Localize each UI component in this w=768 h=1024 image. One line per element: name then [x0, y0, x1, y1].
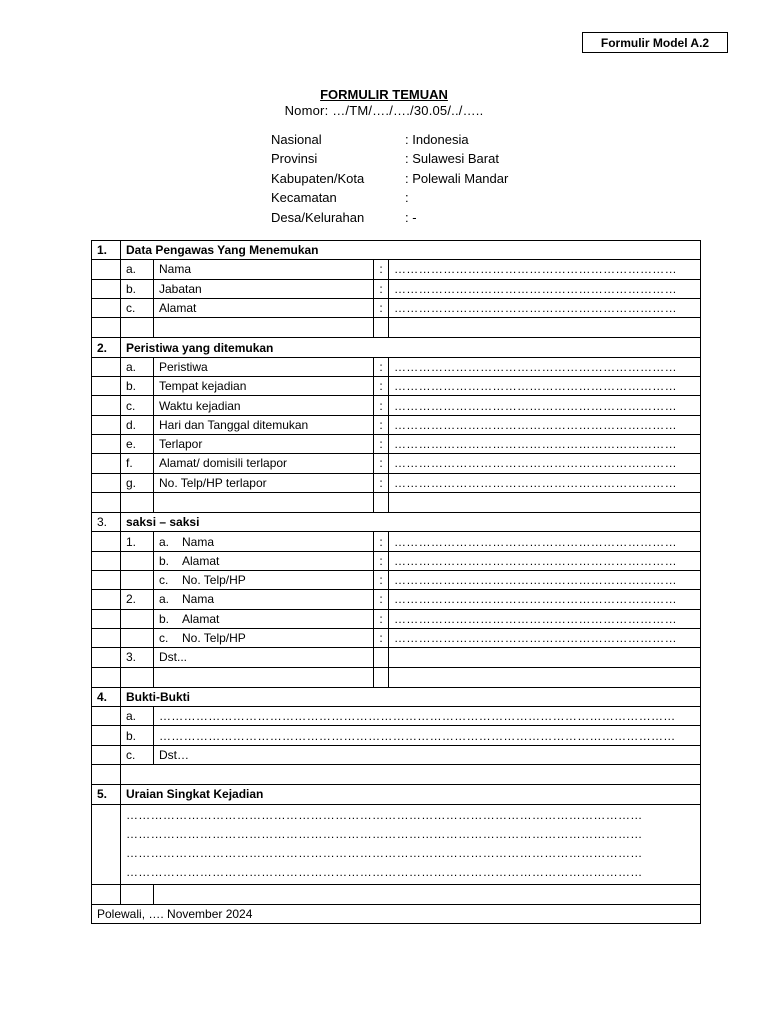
colon-cell: :	[374, 590, 389, 609]
empty-cell	[121, 765, 701, 785]
empty-cell	[92, 551, 121, 570]
empty-cell	[92, 279, 121, 298]
fill-in-field[interactable]: ……………………………………………………………	[389, 396, 701, 415]
section-number: 5.	[92, 785, 121, 804]
table-row	[92, 396, 701, 415]
row-label-text: Alamat	[182, 611, 220, 626]
fill-in-line: ………………………………………………………………………………………………………………	[126, 865, 643, 880]
spacer-row	[92, 667, 701, 687]
colon-cell: :	[374, 434, 389, 453]
info-key: Nasional	[271, 132, 322, 147]
row-letter: c.	[121, 396, 154, 415]
info-key: Desa/Kelurahan	[271, 209, 365, 225]
empty-cell	[389, 492, 701, 512]
row-letter: a.	[121, 260, 154, 279]
table-row	[92, 726, 701, 745]
table-row	[92, 260, 701, 279]
row-label: Hari dan Tanggal ditemukan	[154, 415, 374, 434]
fill-in-field[interactable]: ……………………………………………………………	[389, 298, 701, 317]
fill-in-field[interactable]: ……………………………………………………………	[389, 571, 701, 590]
row-letter: f.	[121, 454, 154, 473]
section-title: saksi – saksi	[121, 513, 701, 532]
spacer-row	[92, 765, 701, 785]
row-letter: b.	[159, 611, 170, 626]
fill-in-field[interactable]: ……………………………………………………………	[389, 357, 701, 376]
row-label: Jabatan	[154, 279, 374, 298]
empty-cell	[92, 609, 121, 628]
info-row-provinsi	[271, 149, 508, 168]
spacer-row	[92, 884, 701, 904]
empty-cell	[92, 396, 121, 415]
row-letter: g.	[121, 473, 154, 492]
section-header-5	[92, 785, 701, 804]
row-letter: c.	[159, 573, 169, 588]
info-row-desa	[271, 208, 508, 227]
empty-cell	[92, 745, 121, 764]
row-label-text: Nama	[182, 592, 215, 607]
table-row	[92, 648, 701, 667]
table-row	[92, 377, 701, 396]
table-row	[92, 415, 701, 434]
empty-cell	[92, 804, 121, 884]
fill-in-field[interactable]: ……………………………………………………………	[389, 628, 701, 647]
table-row	[92, 804, 701, 884]
section-number: 2.	[92, 338, 121, 357]
section-header-2	[92, 338, 701, 357]
table-row	[92, 532, 701, 551]
empty-cell	[92, 590, 121, 609]
table-row	[92, 628, 701, 647]
colon-cell: :	[374, 260, 389, 279]
fill-in-field[interactable]: ……………………………………………………………	[389, 551, 701, 570]
empty-cell	[121, 667, 154, 687]
empty-cell	[374, 648, 389, 667]
row-letter: c.	[121, 298, 154, 317]
empty-cell	[154, 492, 374, 512]
fill-in-field[interactable]: ……………………………………………………………	[389, 279, 701, 298]
row-letter: a.	[121, 357, 154, 376]
fill-in-line: ………………………………………………………………………………………………………………	[126, 846, 643, 861]
colon-cell: :	[374, 377, 389, 396]
info-value: : Polewali Mandar	[405, 170, 509, 186]
section-title: Data Pengawas Yang Menemukan	[121, 241, 701, 260]
table-row	[92, 551, 701, 570]
colon-cell: :	[374, 473, 389, 492]
table-row	[92, 357, 701, 376]
row-letter: a.	[159, 592, 170, 607]
row-label: Waktu kejadian	[154, 396, 374, 415]
colon-cell: :	[374, 551, 389, 570]
row-letter: a.	[121, 707, 154, 726]
table-row	[92, 279, 701, 298]
section-number: 1.	[92, 241, 121, 260]
fill-in-field[interactable]: ……………………………………………………………	[389, 532, 701, 551]
row-label	[154, 532, 374, 551]
row-letter: b.	[121, 279, 154, 298]
row-letter: d.	[121, 415, 154, 434]
info-value: :	[405, 190, 409, 206]
empty-cell	[389, 318, 701, 338]
table-row	[92, 298, 701, 317]
info-value: : -	[405, 209, 417, 225]
empty-cell	[92, 260, 121, 279]
table-row	[92, 707, 701, 726]
empty-cell	[121, 884, 154, 904]
fill-in-field[interactable]: ……………………………………………………………	[389, 454, 701, 473]
table-row	[92, 571, 701, 590]
colon-cell: :	[374, 396, 389, 415]
empty-cell	[374, 318, 389, 338]
section-title: Peristiwa yang ditemukan	[121, 338, 701, 357]
empty-cell	[92, 571, 121, 590]
empty-cell	[92, 415, 121, 434]
empty-cell	[389, 648, 701, 667]
row-label-text: No. Telp/HP	[182, 631, 246, 646]
empty-cell	[92, 667, 121, 687]
fill-in-line: ………………………………………………………………………………………………………………	[126, 826, 643, 841]
row-letter: a.	[159, 534, 170, 549]
info-key: Kecamatan	[271, 190, 337, 206]
fill-in-field[interactable]: ……………………………………………………………	[389, 473, 701, 492]
empty-cell	[92, 532, 121, 551]
section-header-3	[92, 513, 701, 532]
empty-cell	[92, 648, 121, 667]
uraian-field[interactable]	[121, 804, 701, 884]
row-letter: b.	[159, 553, 170, 568]
row-label	[154, 628, 374, 647]
empty-cell	[92, 454, 121, 473]
fill-in-field[interactable]: ………………………………………………………………………………………………………………	[154, 707, 701, 726]
table-row	[92, 434, 701, 453]
empty-cell	[92, 884, 121, 904]
empty-cell	[121, 318, 154, 338]
table-row	[92, 590, 701, 609]
table-row	[92, 609, 701, 628]
section-title: Bukti-Bukti	[121, 687, 701, 706]
row-label: Alamat	[154, 298, 374, 317]
row-label: Peristiwa	[154, 357, 374, 376]
row-letter: b.	[121, 377, 154, 396]
colon-cell: :	[374, 415, 389, 434]
empty-cell	[92, 434, 121, 453]
empty-cell	[121, 628, 154, 647]
info-value: : Sulawesi Barat	[405, 151, 499, 167]
empty-cell	[374, 667, 389, 687]
footer-row	[92, 904, 701, 923]
fill-in-field[interactable]: ……………………………………………………………	[389, 609, 701, 628]
fill-in-field[interactable]: ……………………………………………………………	[389, 377, 701, 396]
empty-cell	[92, 357, 121, 376]
info-key: Kabupaten/Kota	[271, 170, 365, 186]
witness-number: 2.	[121, 590, 154, 609]
empty-cell	[389, 667, 701, 687]
row-label: No. Telp/HP terlapor	[154, 473, 374, 492]
row-letter: b.	[121, 726, 154, 745]
form-number: Nomor: …/TM/…./…./30.05/../…..	[284, 103, 484, 118]
witness-number: 3.	[121, 648, 154, 667]
row-label	[154, 609, 374, 628]
info-row-kabupaten	[271, 169, 508, 188]
witness-number: 1.	[121, 532, 154, 551]
section-header-4	[92, 687, 701, 706]
row-letter: e.	[121, 434, 154, 453]
colon-cell: :	[374, 532, 389, 551]
fill-in-field[interactable]: ………………………………………………………………………………………………………………	[154, 726, 701, 745]
spacer-row	[92, 318, 701, 338]
row-label-text: No. Telp/HP	[182, 573, 246, 588]
empty-cell	[92, 298, 121, 317]
info-row-kecamatan	[271, 188, 508, 207]
section-title: Uraian Singkat Kejadian	[121, 785, 701, 804]
row-letter: c.	[159, 631, 169, 646]
colon-cell: :	[374, 357, 389, 376]
section-number: 3.	[92, 513, 121, 532]
empty-cell	[92, 473, 121, 492]
row-label: Terlapor	[154, 434, 374, 453]
empty-cell	[92, 765, 121, 785]
info-key: Provinsi	[271, 151, 318, 167]
section-header-1	[92, 241, 701, 260]
form-title: FORMULIR TEMUAN	[320, 87, 448, 102]
place-date: Polewali, …. November 2024	[92, 904, 701, 923]
empty-cell	[121, 492, 154, 512]
empty-cell	[121, 551, 154, 570]
info-value: : Indonesia	[405, 132, 469, 147]
empty-cell	[374, 492, 389, 512]
form-model-label: Formulir Model A.2	[582, 32, 728, 53]
empty-cell	[92, 628, 121, 647]
spacer-row	[92, 492, 701, 512]
row-label: Alamat/ domisili terlapor	[154, 454, 374, 473]
row-label-text: Nama	[182, 534, 215, 549]
colon-cell: :	[374, 628, 389, 647]
empty-cell	[154, 884, 701, 904]
empty-cell	[92, 318, 121, 338]
row-label: Dst…	[154, 745, 701, 764]
row-label: Dst...	[154, 648, 374, 667]
fill-in-field[interactable]: ……………………………………………………………	[389, 415, 701, 434]
empty-cell	[154, 667, 374, 687]
table-row	[92, 745, 701, 764]
table-row	[92, 454, 701, 473]
colon-cell: :	[374, 609, 389, 628]
colon-cell: :	[374, 454, 389, 473]
row-label-text: Alamat	[182, 553, 220, 568]
location-info	[271, 130, 508, 227]
row-label: Nama	[154, 260, 374, 279]
row-label	[154, 551, 374, 570]
empty-cell	[121, 609, 154, 628]
fill-in-field[interactable]: ……………………………………………………………	[389, 434, 701, 453]
row-label	[154, 590, 374, 609]
fill-in-line: ………………………………………………………………………………………………………………	[126, 807, 643, 822]
findings-table	[91, 240, 701, 924]
row-label	[154, 571, 374, 590]
section-number: 4.	[92, 687, 121, 706]
info-row-nasional	[271, 130, 508, 149]
empty-cell	[121, 571, 154, 590]
row-label: Tempat kejadian	[154, 377, 374, 396]
fill-in-field[interactable]: ……………………………………………………………	[389, 260, 701, 279]
colon-cell: :	[374, 298, 389, 317]
colon-cell: :	[374, 571, 389, 590]
row-letter: c.	[121, 745, 154, 764]
empty-cell	[154, 318, 374, 338]
fill-in-field[interactable]: ……………………………………………………………	[389, 590, 701, 609]
table-row	[92, 473, 701, 492]
empty-cell	[92, 377, 121, 396]
empty-cell	[92, 726, 121, 745]
empty-cell	[92, 492, 121, 512]
colon-cell: :	[374, 279, 389, 298]
empty-cell	[92, 707, 121, 726]
